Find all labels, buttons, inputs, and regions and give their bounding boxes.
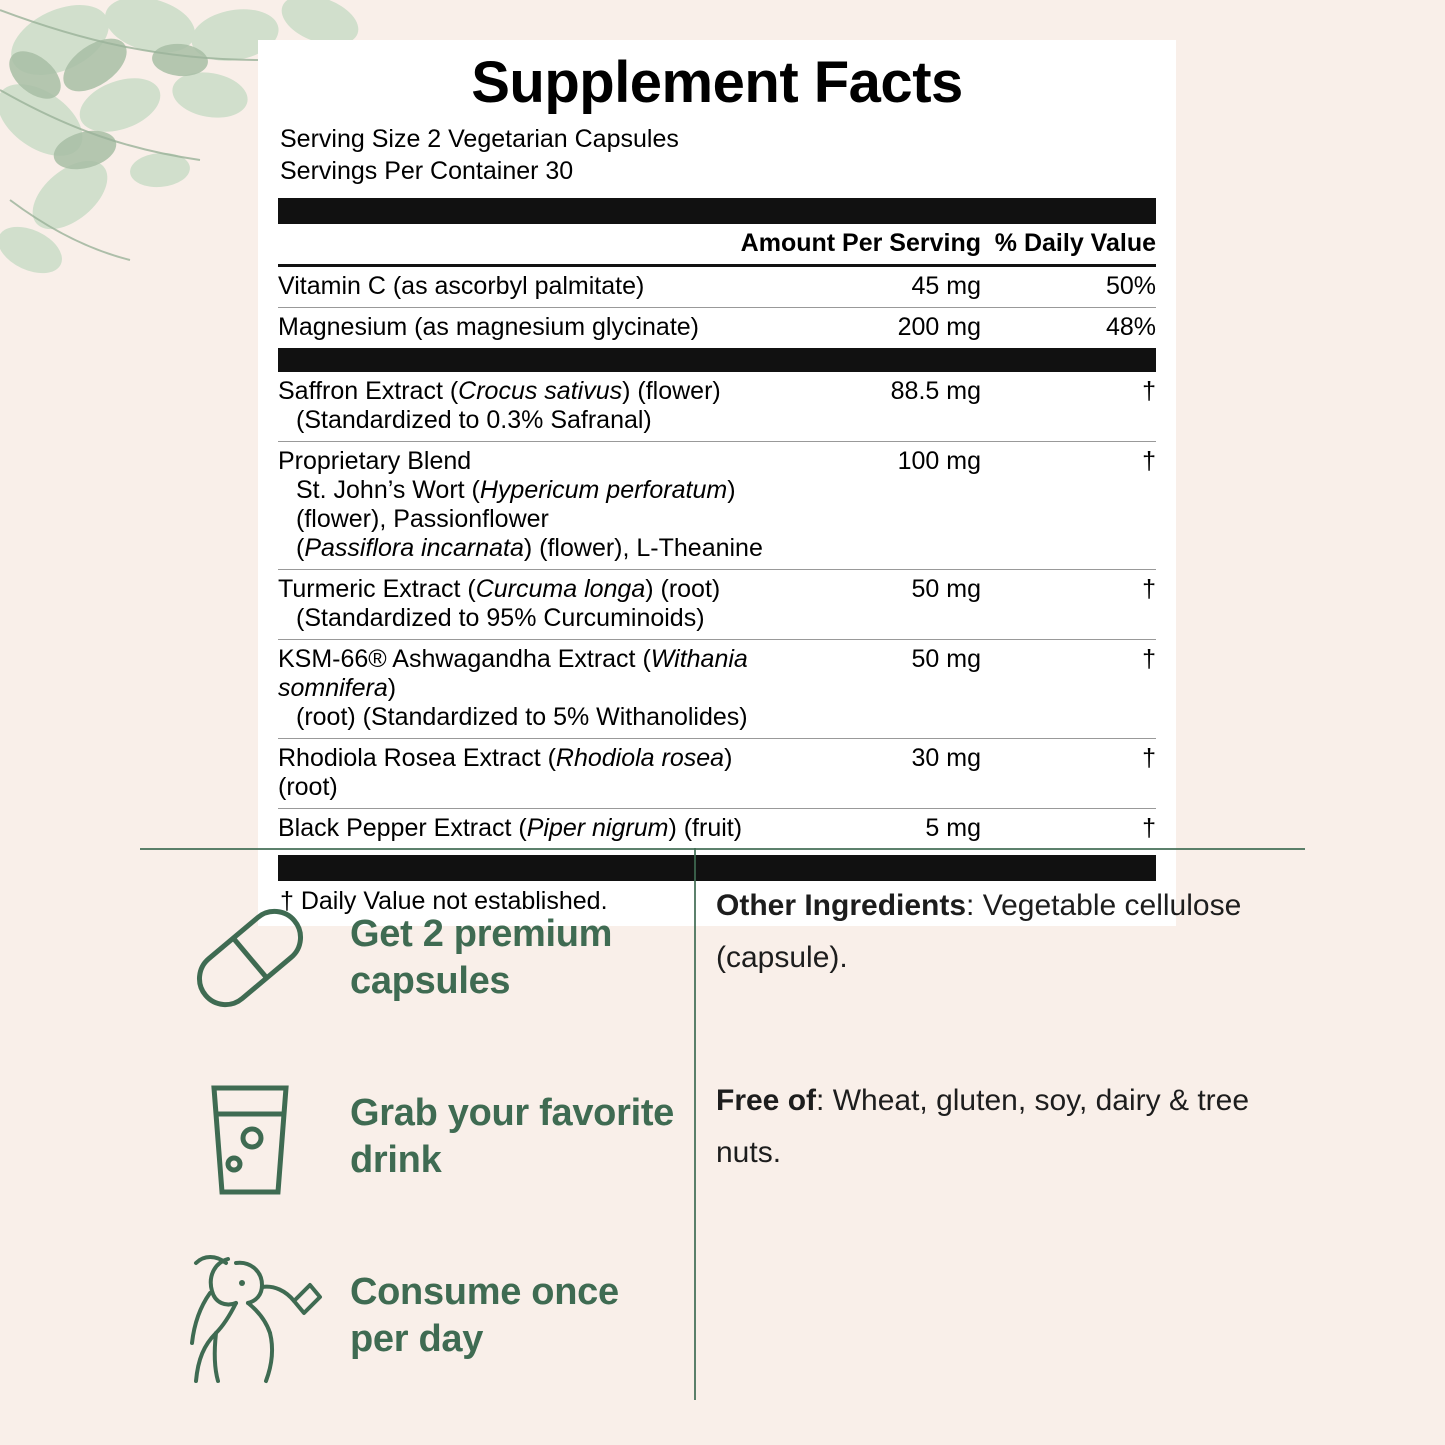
ingredient-amount: 50 mg (791, 569, 981, 639)
servings-per-container: Servings Per Container 30 (280, 157, 574, 186)
ingredient-standardization: (Standardized to 0.3% Safranal) (296, 405, 652, 434)
table-row (278, 307, 1156, 348)
ingredient-name-text: Saffron Extract ( (278, 376, 459, 405)
nutrient-dv: 48% (1105, 312, 1156, 341)
table-row (278, 569, 1156, 639)
top-rule (278, 198, 1156, 224)
step-label: Get 2 premium capsules (350, 912, 613, 1002)
serving-info (258, 123, 1176, 188)
step-label: Consume once per day (350, 1270, 619, 1360)
table-row (278, 441, 1156, 569)
person-drinking-icon (150, 1241, 350, 1391)
capsule-icon (150, 898, 350, 1018)
nutrient-amount: 45 mg (741, 265, 981, 307)
table-header-row (278, 224, 1156, 266)
blend-components-line1 (278, 476, 791, 534)
other-ingredients-note (716, 880, 1276, 983)
ingredient-name-text: Proprietary Blend (278, 446, 472, 475)
ingredient-latin-name: Piper nigrum (526, 813, 669, 842)
usage-steps (150, 870, 680, 1407)
ingredient-dv: † (981, 372, 1156, 442)
horizontal-divider (140, 848, 1305, 850)
ingredient-name (278, 808, 791, 849)
table-row (278, 372, 1156, 442)
ingredient-amount: 50 mg (791, 639, 981, 738)
ingredient-dv: † (981, 738, 1156, 808)
step-label: Grab your favorite drink (350, 1091, 675, 1181)
ingredient-latin-name: Curcuma longa (475, 574, 646, 603)
free-of-note (716, 1075, 1276, 1178)
nutrient-amount: 200 mg (897, 312, 981, 341)
ingredient-dv: † (1142, 813, 1156, 842)
serving-size: Serving Size 2 Vegetarian Capsules (280, 124, 679, 153)
glass-of-water-icon (150, 1072, 350, 1202)
ingredient-latin-name: Withania somnifera (278, 644, 748, 702)
mid-rule (278, 348, 1156, 372)
ingredient-name (278, 372, 791, 442)
other-ingredients-label: Other Ingredients (716, 889, 967, 922)
ingredient-dv: † (981, 639, 1156, 738)
ingredient-name (278, 738, 791, 808)
nutrient-name: Magnesium (as magnesium glycinate) (278, 312, 700, 341)
nutrient-dv: 50% (981, 265, 1156, 307)
blend-latin-2: Passiflora incarnata (304, 533, 524, 562)
blend-components-line2: (Passiflora incarnata) (flower), L-Theanine (296, 533, 763, 562)
ingredient-amount: 88.5 mg (791, 372, 981, 442)
ingredient-amount: 5 mg (925, 813, 981, 842)
blend-latin-1: Hypericum perforatum (479, 475, 728, 504)
free-of-label: Free of (716, 1084, 817, 1118)
table-row (278, 265, 1156, 307)
ingredient-name-suffix: ) (387, 673, 397, 702)
table-row (278, 738, 1156, 808)
panel-title: Supplement Facts (471, 50, 963, 115)
ingredient-name-suffix: ) (flower) (622, 376, 721, 405)
blend-part-c: ) (flower), L-Theanine (523, 533, 763, 562)
table-row (278, 808, 1156, 849)
vertical-divider (694, 848, 696, 1400)
supplement-facts-panel (258, 40, 1176, 926)
ingredient-name-suffix: ) (root) (645, 574, 721, 603)
ingredient-latin-name: Crocus sativus (458, 376, 623, 405)
ingredient-standardization: (root) (Standardized to 5% Withanolides) (296, 702, 748, 731)
nutrient-name: Vitamin C (as ascorbyl palmitate) (278, 265, 741, 307)
blend-part-b: ) (flower), Passionflower (296, 475, 736, 533)
free-of-text: : Wheat, gluten, soy, dairy & tree nuts. (716, 1084, 1250, 1169)
ingredient-name (278, 569, 791, 639)
ingredient-dv: † (981, 569, 1156, 639)
supplement-facts-table (278, 224, 1156, 348)
daily-value-footnote: † Daily Value not established. (280, 886, 608, 915)
ingredient-amount: 30 mg (791, 738, 981, 808)
ingredient-name-text: Rhodiola Rosea Extract ( (278, 743, 556, 772)
step-item (150, 1049, 680, 1225)
ingredient-amount: 100 mg (791, 441, 981, 569)
ingredient-name (278, 639, 791, 738)
header-amount: Amount Per Serving (741, 224, 981, 266)
ingredient-name (278, 441, 791, 569)
ingredient-name-text: Black Pepper Extract ( (278, 813, 527, 842)
ingredient-latin-name: Rhodiola rosea (555, 743, 725, 772)
ingredient-name-suffix: ) (root) (278, 743, 733, 801)
step-item (150, 1228, 680, 1404)
other-ingredients-text: : Vegetable cellulose (capsule). (716, 889, 1242, 974)
header-daily-value: % Daily Value (981, 224, 1156, 266)
ingredient-name-text: KSM-66® Ashwagandha Extract ( (278, 644, 651, 673)
blend-part-a: St. John’s Wort ( (296, 475, 480, 504)
table-row (278, 639, 1156, 738)
ingredient-name-text: Turmeric Extract ( (278, 574, 476, 603)
ingredient-standardization: (Standardized to 95% Curcuminoids) (296, 603, 705, 632)
ingredient-name-suffix: ) (fruit) (668, 813, 743, 842)
ingredient-dv: † (981, 441, 1156, 569)
product-notes (716, 880, 1276, 1178)
step-item (150, 870, 680, 1046)
botanical-table (278, 372, 1156, 849)
